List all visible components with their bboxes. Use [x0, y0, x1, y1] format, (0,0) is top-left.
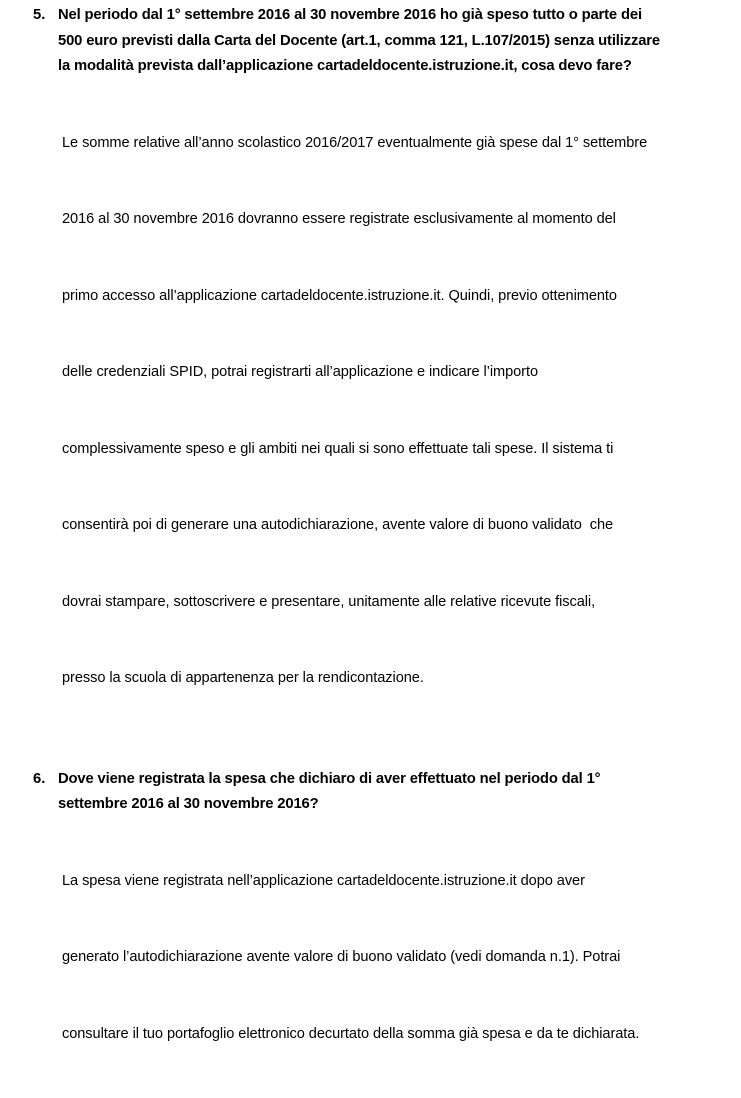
answer-line: delle credenziali SPID, potrai registrarti all’applicazione e indicare l’importo [62, 360, 719, 386]
answer-line: complessivamente speso e gli ambiti nei quali si sono effettuate tali spese. Il sistema ti [62, 437, 719, 463]
answer-line: consultare il tuo portafoglio elettronico decurtato della somma già spesa e da te dichiarata. [62, 1022, 719, 1048]
question-line: Nel periodo dal 1° settembre 2016 al 30 novembre 2016 ho già speso tutto o parte dei [58, 3, 719, 29]
question-line: Dove viene registrata la spesa che dichiaro di aver effettuato nel periodo dal 1° [58, 767, 719, 793]
question-line: 500 euro previsti dalla Carta del Docente (art.1, comma 121, L.107/2015) senza utilizzare [58, 29, 719, 55]
list-marker-6: 6. [33, 767, 55, 793]
answer-paragraph-5 [58, 80, 719, 743]
answer-line: dovrai stampare, sottoscrivere e presentare, unitamente alle relative ricevute fiscali, [62, 590, 719, 616]
answer-line: primo accesso all’applicazione cartadeldocente.istruzione.it. Quindi, previo ottenimento [62, 284, 719, 310]
answer-line: presso la scuola di appartenenza per la rendicontazione. [62, 666, 719, 692]
answer-line: generato l’autodichiarazione avente valore di buono validato (vedi domanda n.1). Potrai [62, 945, 719, 971]
faq-item-6 [0, 743, 741, 1098]
question-line: settembre 2016 al 30 novembre 2016? [58, 792, 719, 818]
answer-line: consentirà poi di generare una autodichiarazione, avente valore di buono validato che [62, 513, 719, 539]
answer-line: 2016 al 30 novembre 2016 dovranno essere registrate esclusivamente al momento del [62, 207, 719, 233]
list-marker-5: 5. [33, 3, 55, 29]
answer-line: La spesa viene registrata nell’applicazione cartadeldocente.istruzione.it dopo aver [62, 869, 719, 895]
answer-paragraph-6 [58, 818, 719, 1098]
question-line: la modalità prevista dall’applicazione cartadeldocente.istruzione.it, cosa devo fare? [58, 54, 719, 80]
question-heading-6 [58, 767, 719, 818]
question-heading-5 [58, 3, 719, 80]
document-page [0, 0, 741, 444]
answer-line: Le somme relative all’anno scolastico 2016/2017 eventualmente già spese dal 1° settembre [62, 131, 719, 157]
